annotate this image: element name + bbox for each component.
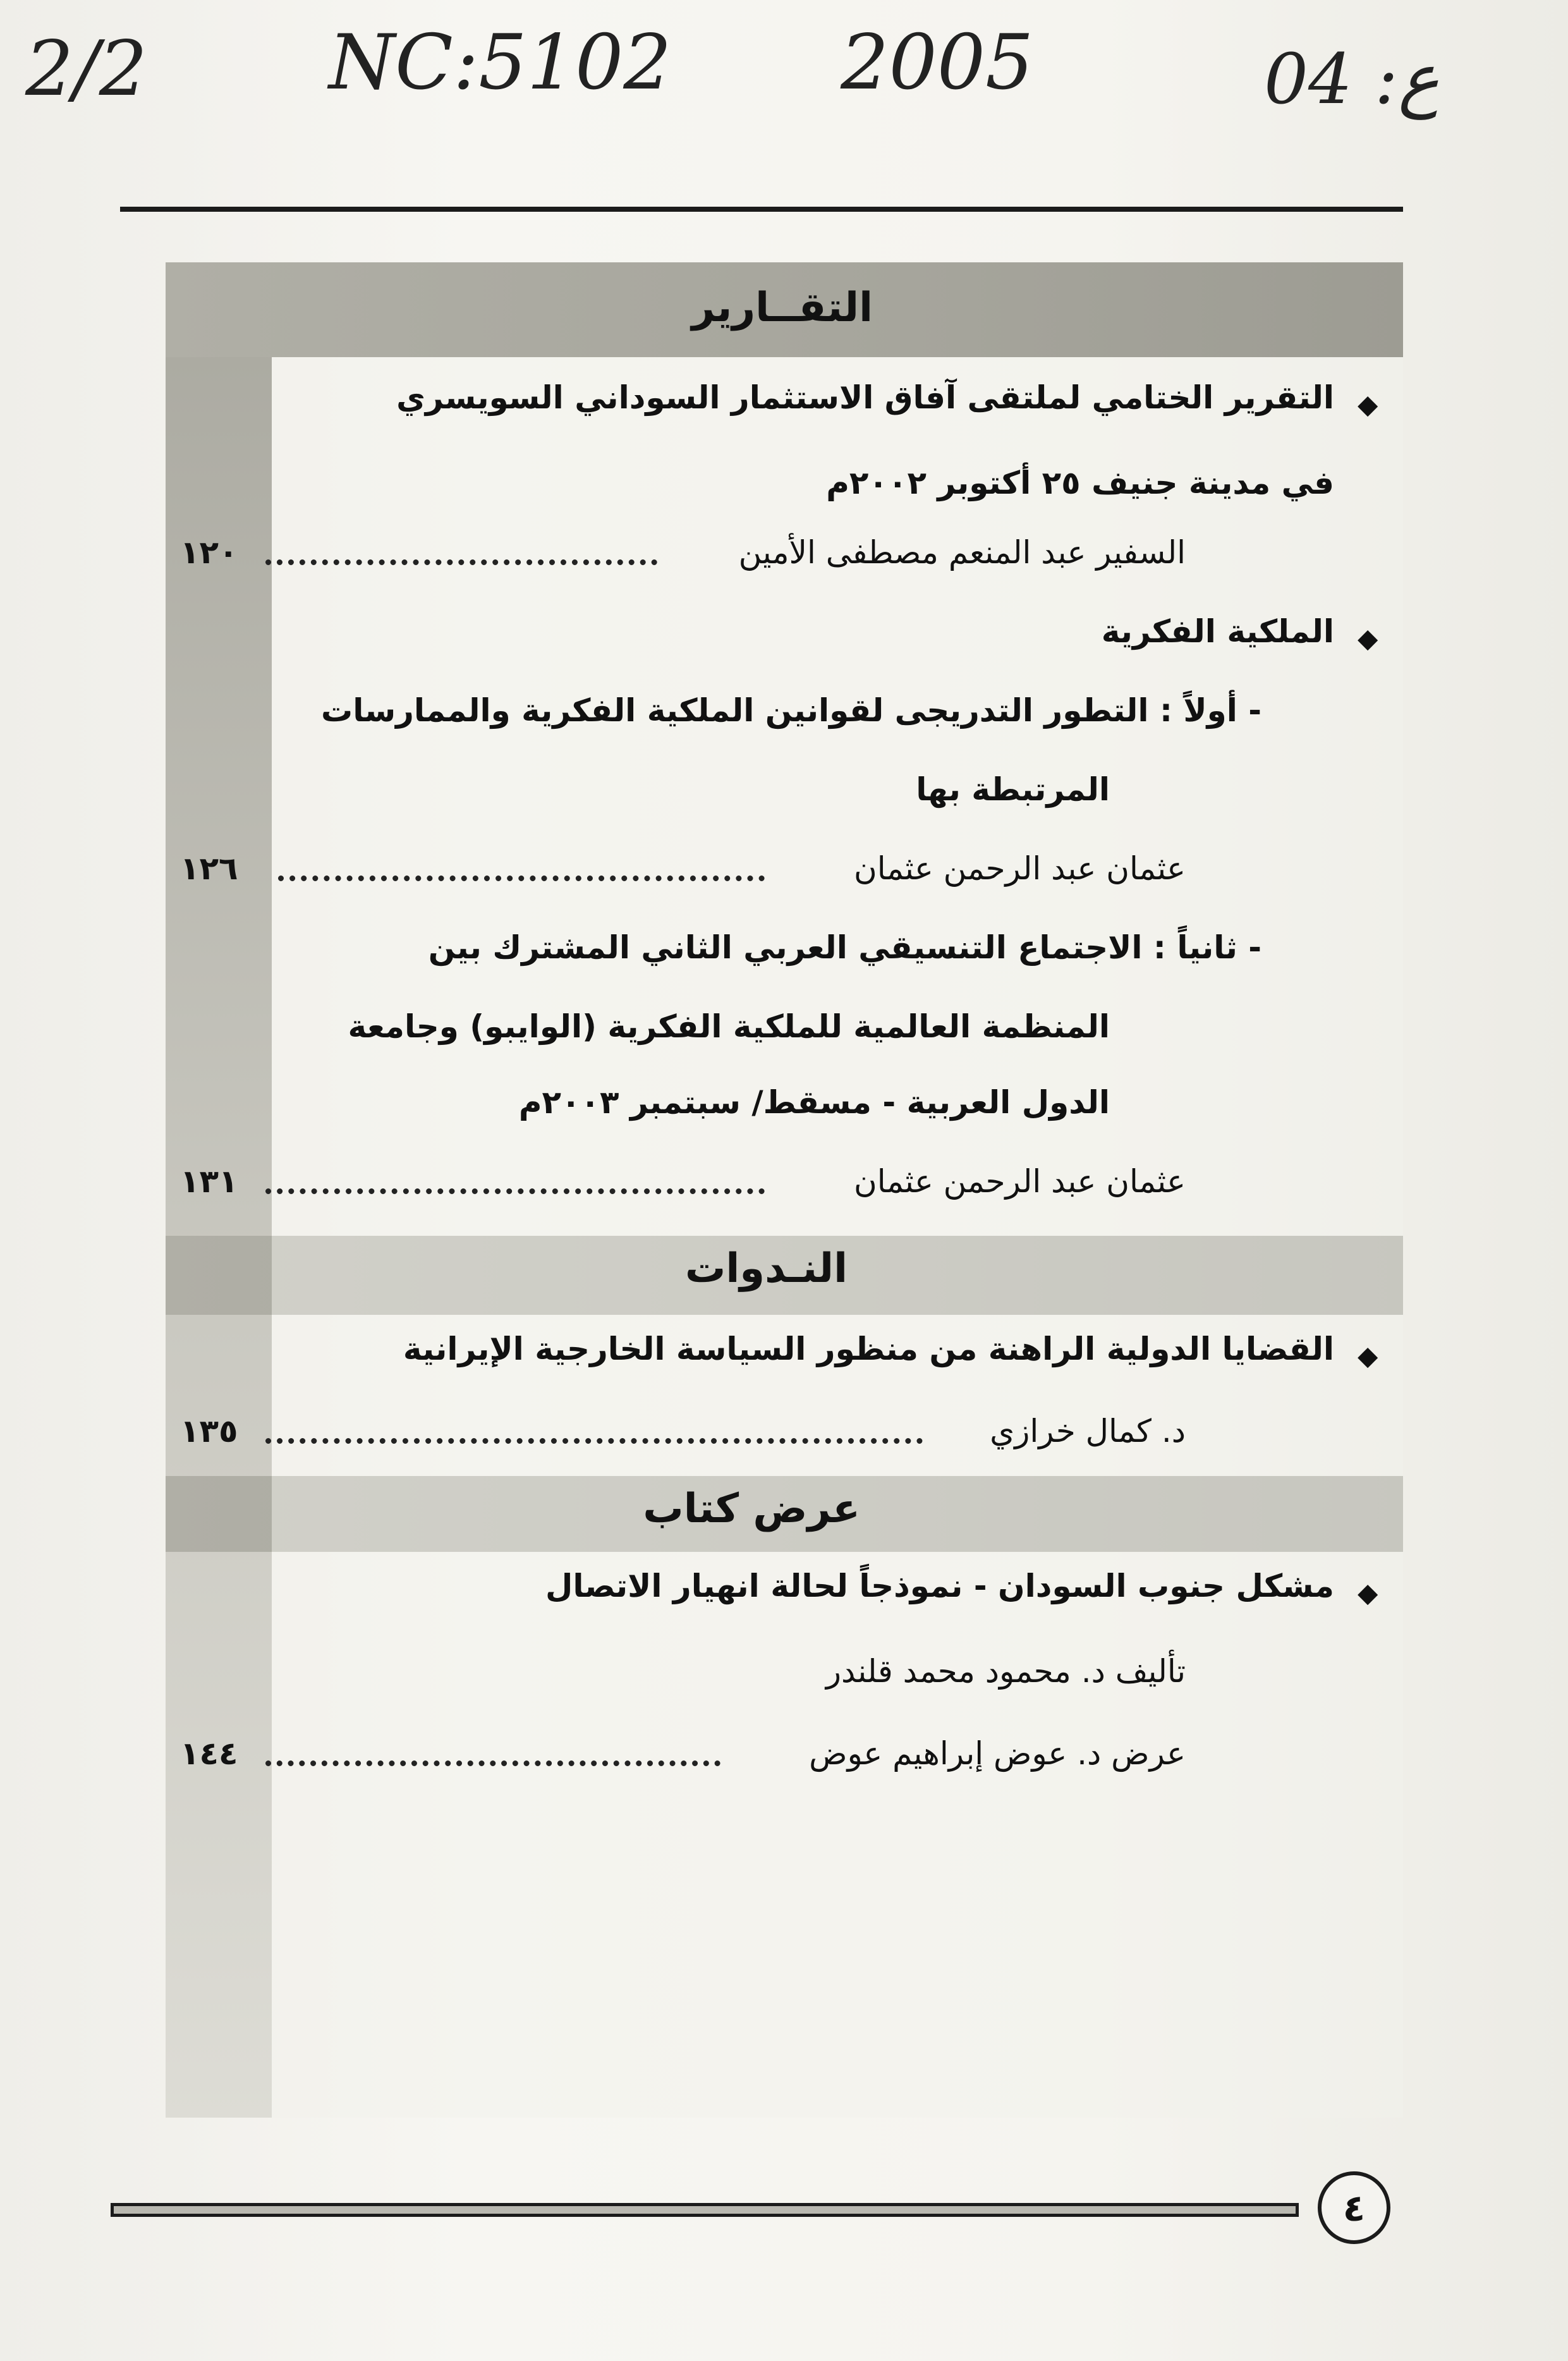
diamond-bullet-icon: ◆ (1358, 623, 1378, 654)
toc-page-number: ١٢٠ (180, 534, 238, 571)
toc-entry-subtitle: المنظمة العالمية للملكية الفكرية (الوايبو) وجامعة (348, 1008, 1110, 1045)
toc-page-number: ١٣٥ (180, 1413, 238, 1449)
handwritten-mark: 2/2 (25, 25, 148, 113)
top-rule (120, 207, 1403, 212)
page-number-badge (1318, 2171, 1390, 2244)
dot-leader (265, 559, 657, 565)
section-title-reports: التقــارير (691, 284, 873, 331)
toc-page-number: ١٢٦ (180, 850, 238, 887)
toc-entry-subtitle: المرتبطة بها (916, 771, 1110, 808)
handwritten-mark: NC:5102 (329, 19, 672, 107)
toc-entry-author: عثمان عبد الرحمن عثمان (854, 850, 1186, 887)
section-title-seminars: النـدوات (685, 1245, 848, 1292)
toc-entry-author: السفير عبد المنعم مصطفى الأمين (738, 534, 1186, 571)
toc-entry-title: في مدينة جنيف ٢٥ أكتوبر ٢٠٠٢م (826, 465, 1334, 501)
footer-bar (111, 2203, 1299, 2217)
toc-entry-author: عثمان عبد الرحمن عثمان (854, 1163, 1186, 1200)
handwritten-mark: 2005 (841, 19, 1034, 107)
section-title-book-review: عرض كتاب (643, 1486, 860, 1532)
diamond-bullet-icon: ◆ (1358, 389, 1378, 420)
toc-page-number: ١٣١ (180, 1163, 238, 1200)
toc-entry-title: الملكية الفكرية (1101, 613, 1334, 650)
dot-leader (265, 1760, 720, 1766)
toc-entry-author: د. كمال خرازي (990, 1413, 1186, 1449)
toc-entry-title: مشكل جنوب السودان - نموذجاً لحالة انهيار الاتصال (545, 1568, 1334, 1604)
dot-leader (265, 1188, 765, 1194)
toc-entry-title: التقرير الختامي لملتقى آفاق الاستثمار السوداني السويسري (396, 379, 1334, 416)
dot-leader (278, 875, 765, 881)
diamond-bullet-icon: ◆ (1358, 1577, 1378, 1608)
toc-entry-subtitle: الدول العربية - مسقط/ سبتمبر ٢٠٠٣م (518, 1084, 1110, 1121)
handwritten-mark: 04 :ع (1264, 39, 1440, 119)
toc-entry-author: عرض د. عوض إبراهيم عوض (809, 1735, 1186, 1772)
dot-leader (265, 1438, 923, 1444)
toc-entry-author: تأليف د. محمود محمد قلندر (825, 1653, 1186, 1690)
toc-entry-title: القضايا الدولية الراهنة من منظور السياسة الخارجية الإيرانية (403, 1331, 1334, 1367)
page-number: ٤ (1342, 2186, 1366, 2230)
toc-page-number: ١٤٤ (180, 1735, 238, 1772)
toc-entry-subtitle: - ثانياً : الاجتماع التنسيقي العربي الثاني المشترك بين (428, 929, 1261, 966)
diamond-bullet-icon: ◆ (1358, 1340, 1378, 1371)
toc-entry-subtitle: - أولاً : التطور التدريجى لقوانين الملكية الفكرية والممارسات (320, 692, 1261, 729)
